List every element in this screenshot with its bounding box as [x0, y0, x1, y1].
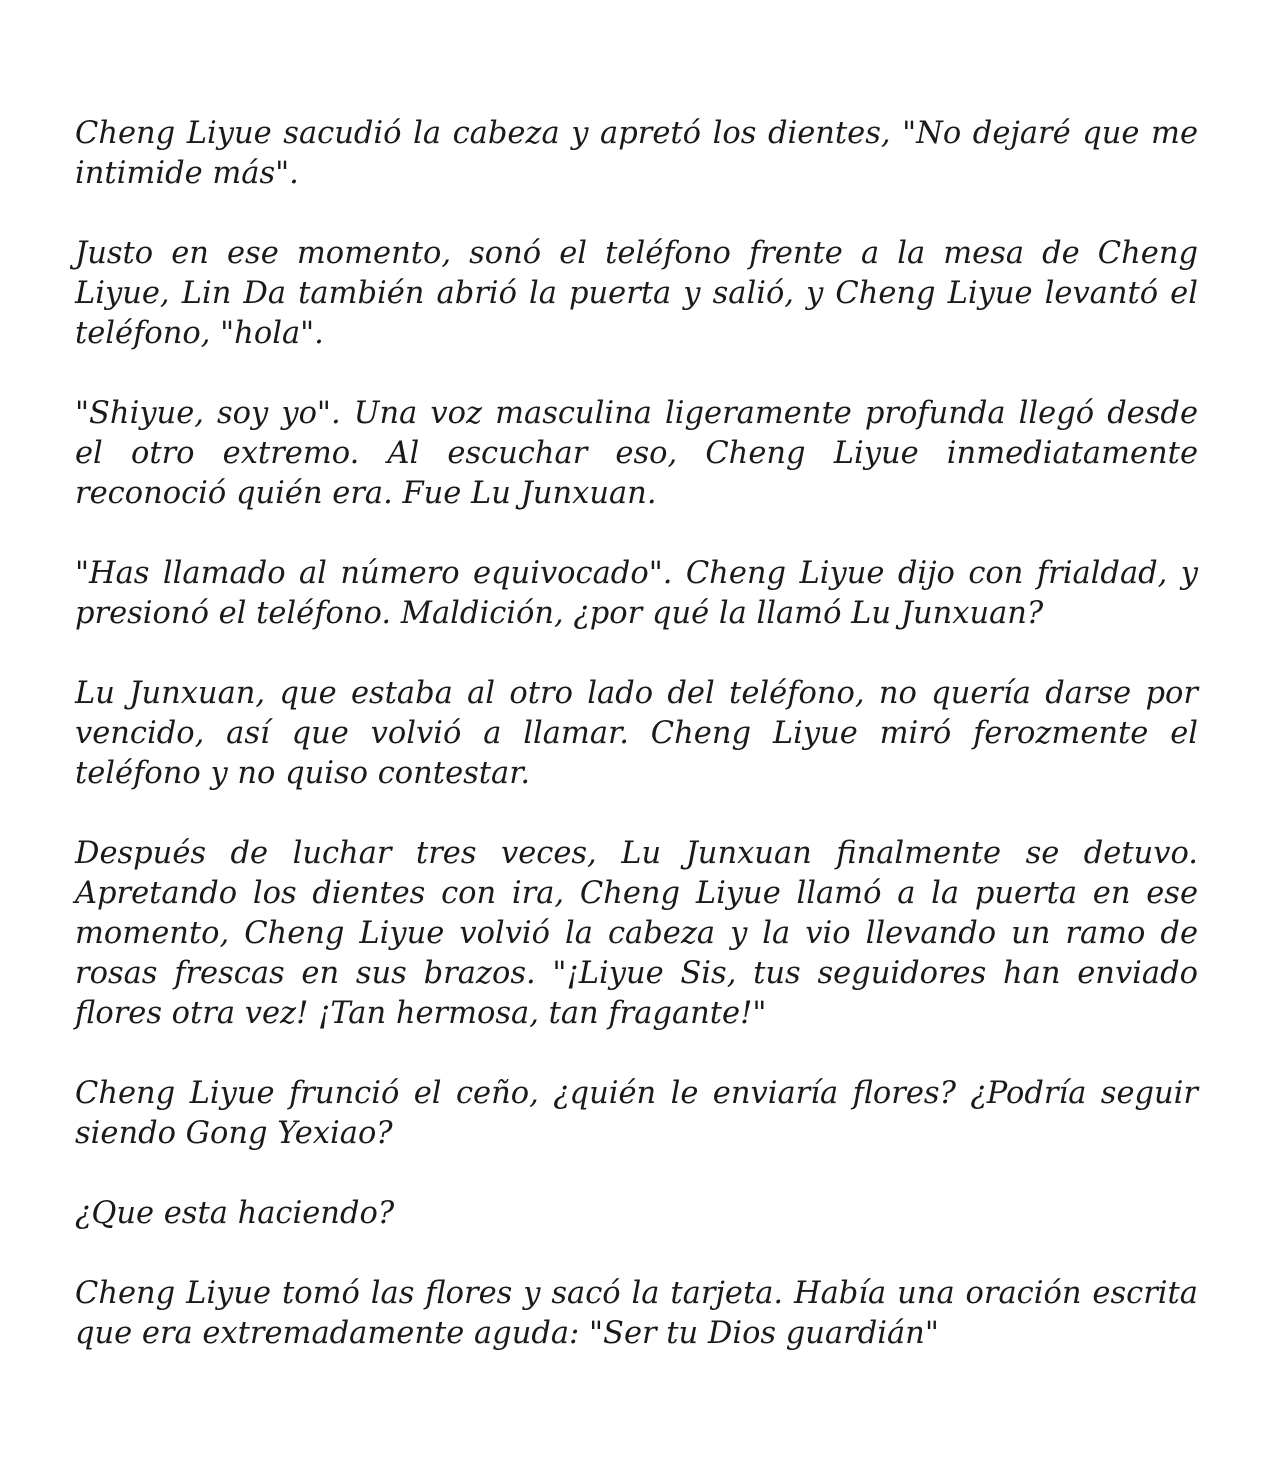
paragraph-7: Cheng Liyue frunció el ceño, ¿quién le enviaría flores? ¿Podría seguir siendo Gong Yexiao?: [75, 1076, 1198, 1151]
paragraph-5: Lu Junxuan, que estaba al otro lado del teléfono, no quería darse por vencido, así que volvió a llamar. Cheng Liyue miró ferozmente el teléfono y no quiso contestar.: [75, 676, 1198, 791]
paragraph-2: Justo en ese momento, sonó el teléfono frente a la mesa de Cheng Liyue, Lin Da también abrió la puerta y salió, y Cheng Liyue levantó el teléfono, "hola".: [75, 236, 1198, 351]
paragraph-6: Después de luchar tres veces, Lu Junxuan finalmente se detuvo. Apretando los dientes con ira, Cheng Liyue llamó a la puerta en ese momento, Cheng Liyue volvió la cabeza y la vio llevando un ramo de rosas frescas en sus brazos. "¡Liyue Sis, tus seguidores han enviado flores otra vez! ¡Tan hermosa, tan fragante!": [75, 836, 1198, 1031]
paragraph-8: ¿Que esta haciendo?: [75, 1196, 395, 1231]
paragraph-3: "Shiyue, soy yo". Una voz masculina ligeramente profunda llegó desde el otro extremo. Al escuchar eso, Cheng Liyue inmediatamente reconoció quién era. Fue Lu Junxuan.: [75, 396, 1198, 511]
paragraph-9: Cheng Liyue tomó las flores y sacó la tarjeta. Había una oración escrita que era extremadamente aguda: "Ser tu Dios guardián": [75, 1276, 1198, 1351]
paragraph-1: Cheng Liyue sacudió la cabeza y apretó los dientes, "No dejaré que me intimide más".: [75, 116, 1198, 191]
document-page: [75, 114, 1198, 1354]
paragraph-4: "Has llamado al número equivocado". Cheng Liyue dijo con frialdad, y presionó el teléfono. Maldición, ¿por qué la llamó Lu Junxuan?: [75, 556, 1198, 631]
